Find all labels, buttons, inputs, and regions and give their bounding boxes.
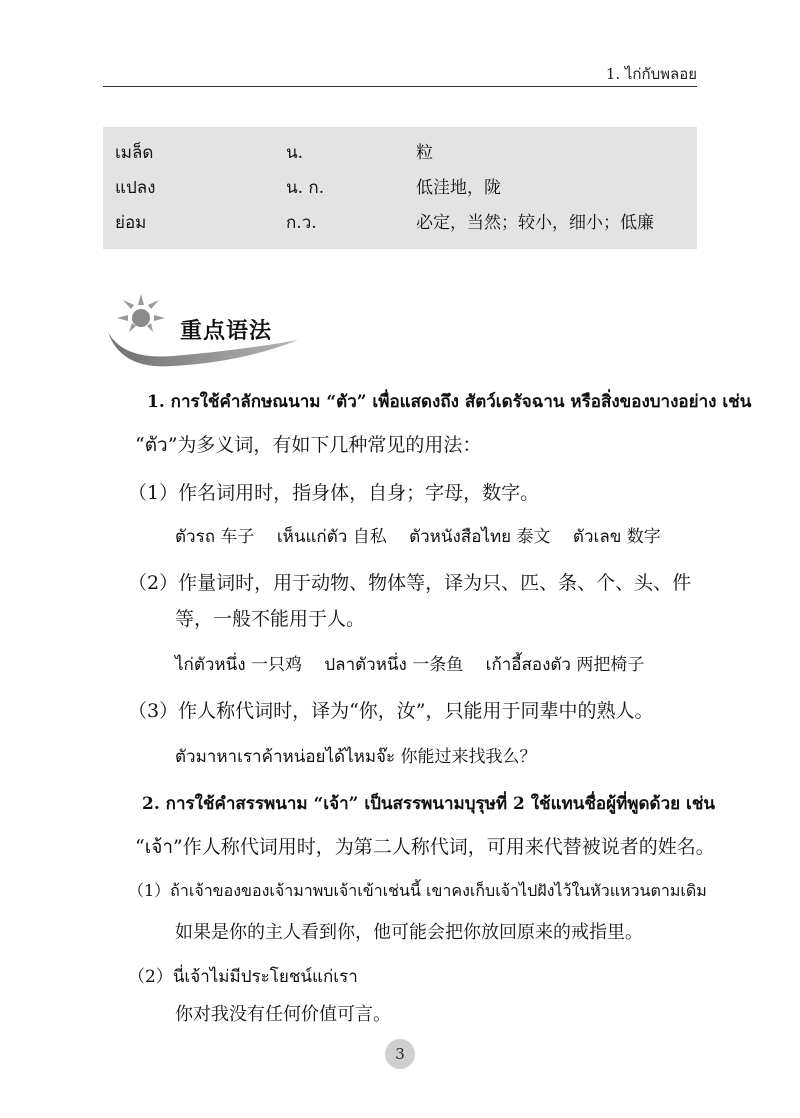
page-number: 3	[385, 1039, 415, 1069]
vocab-chinese: 低洼地，陇	[416, 178, 501, 198]
vocab-pos: ก.ว.	[286, 213, 317, 233]
example-2-thai: （2）นี่เจ้าไม่มีประโยชน์แก่เรา	[128, 967, 358, 987]
example-1-thai: （1）ถ้าเจ้าของของเจ้ามาพบเจ้าเข้าเช่นนี้ เขาคงเก็บเจ้าไปฝังไว้ในหัวแหวนตามเดิม	[128, 881, 707, 900]
vocab-thai: ย่อม	[115, 213, 147, 233]
usage-2-examples: ไก่ตัวหนึ่ง 一只鸡 ปลาตัวหนึ่ง 一条鱼 เก้าอี้สองตัว 两把椅子	[175, 655, 645, 675]
usage-2-line-2: 等，一般不能用于人。	[175, 608, 366, 630]
running-header: 1. ไก่กับพลอย	[605, 65, 697, 83]
usage-3: （3）作人称代词时，译为“你，汝”，只能用于同辈中的熟人。	[128, 700, 654, 722]
header-rule	[103, 86, 697, 87]
usage-2-line-1: （2）作量词时，用于动物、物体等，译为只、匹、条、个、头、件	[128, 572, 692, 594]
vocab-box	[103, 127, 697, 249]
vocab-pos: น. ก.	[286, 178, 325, 198]
section-1-heading: 1. การใช้คำลักษณนาม “ตัว” เพื่อแสดงถึง สัตว์เดรัจฉาน หรือสิ่งของบางอย่าง เช่น	[147, 392, 752, 412]
section-2-heading: 2. การใช้คำสรรพนาม “เจ้า” เป็นสรรพนามบุรุษที่ 2 ใช้แทนชื่อผู้ที่พูดด้วย เช่น	[142, 794, 715, 814]
vocab-thai: เมล็ด	[115, 143, 154, 163]
grammar-banner-title: 重点语法	[180, 319, 273, 344]
vocab-pos: น.	[286, 143, 304, 163]
section-1-intro: “ตัว”为多义词，有如下几种常见的用法：	[135, 434, 482, 456]
usage-1: （1）作名词用时，指身体，自身；字母，数字。	[128, 482, 540, 504]
example-1-translation: 如果是你的主人看到你，他可能会把你放回原来的戒指里。	[175, 922, 643, 943]
usage-3-example: ตัวมาหาเราค้าหน่อยได้ไหมจ๊ะ 你能过来找我么？	[175, 747, 537, 767]
usage-1-examples: ตัวรถ 车子 เห็นแก่ตัว 自私 ตัวหนังสือไทย 泰文 ตัวเลข 数字	[175, 527, 661, 547]
vocab-row	[103, 137, 697, 169]
vocab-row	[103, 207, 697, 239]
section-2-intro: “เจ้า”作人称代词用时，为第二人称代词，可用来代替被说者的姓名。	[135, 836, 715, 858]
sun-icon	[117, 294, 165, 332]
vocab-row	[103, 172, 697, 204]
vocab-chinese: 粒	[416, 143, 433, 163]
vocab-thai: แปลง	[115, 178, 156, 198]
example-2-translation: 你对我没有任何价值可言。	[175, 1004, 391, 1025]
vocab-chinese: 必定，当然；较小，细小；低廉	[416, 213, 654, 233]
